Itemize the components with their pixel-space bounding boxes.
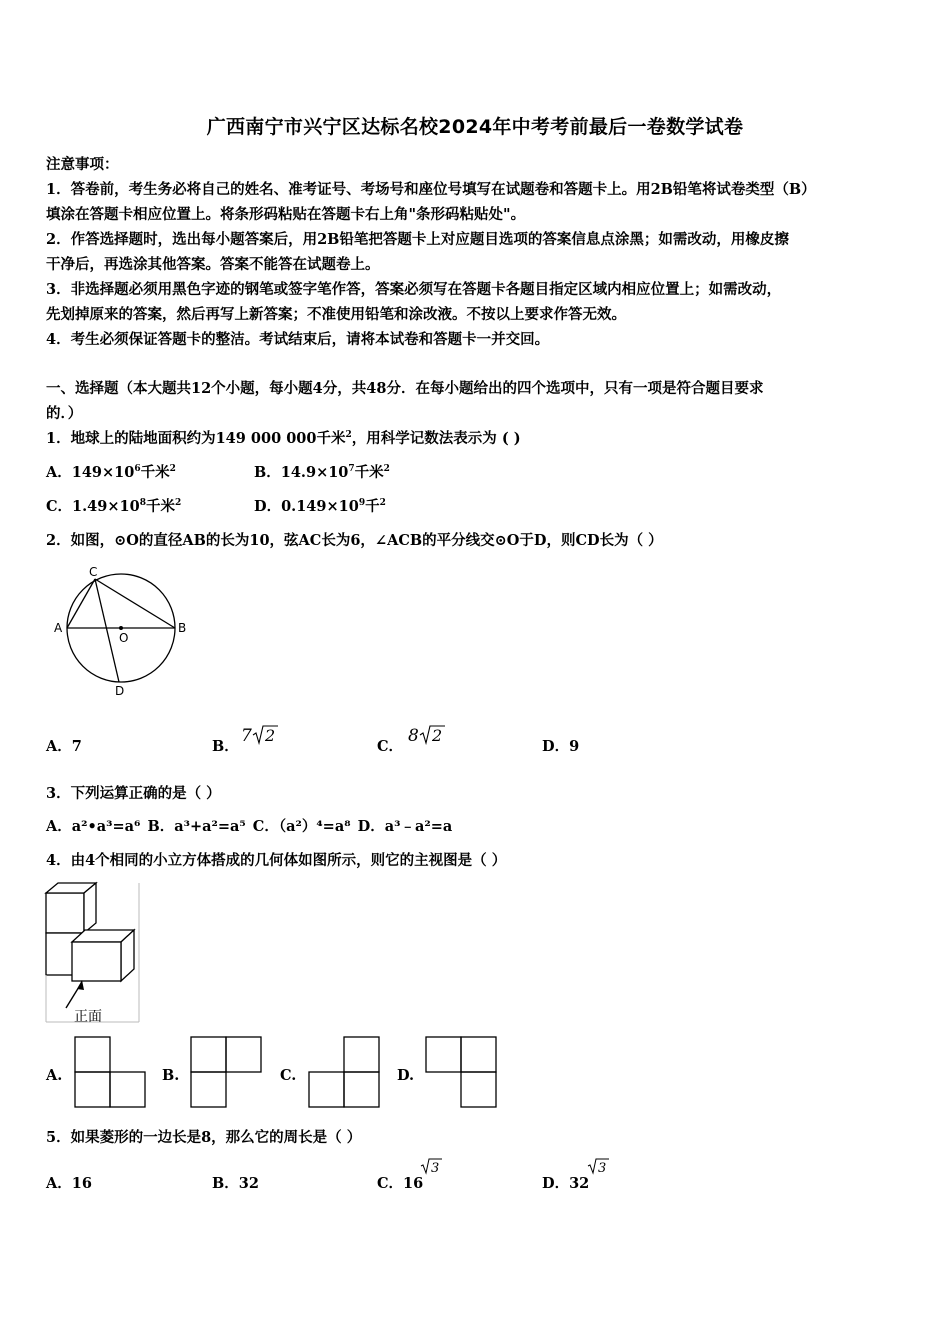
coef-c: 8 — [408, 726, 419, 746]
center-o-point — [119, 626, 123, 630]
chord-cb — [95, 579, 175, 628]
notice-line: 先划掉原来的答案，然后再写上新答案；不准使用铅笔和涂改液。不按以上要求作答无效。 — [46, 306, 626, 323]
label-c: C — [89, 565, 98, 579]
notice-line: 干净后，再选涂其他答案。答案不能答在试题卷上。 — [46, 256, 380, 273]
coef-b: 7 — [241, 726, 252, 746]
q4-option-c-view — [308, 1036, 380, 1108]
q4-option-a-view — [74, 1036, 146, 1108]
page-title: 广西南宁市兴宁区达标名校2024年中考考前最后一卷数学试卷 — [206, 116, 744, 138]
q4-option-c-label: C. — [280, 1067, 297, 1084]
section-heading: 一、选择题（本大题共12个小题，每小题4分，共48分．在每小题给出的四个选项中，只有一项是符合题目要求 — [46, 380, 764, 397]
label-d: D — [115, 684, 125, 698]
notice-line: 1．答卷前，考生务必将自己的姓名、准考证号、考场号和座位号填写在试题卷和答题卡上。用2B铅笔将试卷类型（B） — [46, 181, 816, 198]
q5-option-c-sqrt — [420, 1157, 446, 1177]
notice-line: 4．考生必须保证答题卡的整洁。考试结束后，请将本试卷和答题卡一并交回。 — [46, 331, 550, 348]
q1-option-b: B．$14.9\times 10^7$千米$^2$ — [254, 464, 390, 481]
label-a: A — [54, 621, 63, 635]
chord-ac — [67, 579, 95, 628]
q5-option-c: C．16 — [377, 1175, 424, 1192]
q1-option-d: D．$0.149\times 10^9$千$^2$ — [254, 498, 386, 515]
q2-option-c-math — [407, 722, 447, 748]
q3-options: A．a²•a³=a⁶ B．a³+a²=a⁵ C．（a²）⁴=a⁸ D．a³﹣a²=a — [46, 818, 453, 835]
label-b: B — [178, 621, 187, 635]
q2-option-b: B． — [212, 738, 239, 755]
question-5-stem: 5．如果菱形的一边长是8，那么它的周长是（ ） — [46, 1129, 362, 1146]
q4-option-d-label: D. — [397, 1067, 415, 1084]
chord-cd — [95, 579, 119, 682]
cube-figure — [44, 880, 144, 1028]
radicand-c: 2 — [432, 726, 443, 745]
label-o: O — [119, 631, 129, 645]
notice-line: 2．作答选择题时，选出每小题答案后，用2B铅笔把答题卡上对应题目选项的答案信息点涂黑；如需改动，用橡皮擦 — [46, 231, 789, 248]
q2-option-d: D．9 — [542, 738, 580, 755]
q1-option-c: C．$1.49\times 10^8$千米$^2$ — [46, 498, 182, 515]
q4-option-b-label: B. — [162, 1067, 180, 1084]
notice-line: 3．非选择题必须用黑色字迹的钢笔或签字笔作答，答案必须写在答题卡各题目指定区域内相应位置上；如需改动， — [46, 281, 782, 298]
notice-heading: 注意事项： — [46, 156, 119, 173]
q2-option-b-math — [240, 722, 280, 748]
q4-option-d-view — [425, 1036, 497, 1108]
question-1-stem: 1．地球上的陆地面积约为149 000 000千米$^2$，用科学记数法表示为 ( ) — [46, 430, 521, 447]
front-label: 正面 — [74, 1009, 102, 1025]
q1-option-a: A．$149\times 10^6$千米$^2$ — [46, 464, 176, 481]
q2-option-c: C． — [377, 738, 404, 755]
q4-option-a-label: A. — [46, 1067, 63, 1084]
q4-option-b-view — [190, 1036, 262, 1108]
notice-line: 填涂在答题卡相应位置上。将条形码粘贴在答题卡右上角"条形码粘贴处"。 — [46, 206, 526, 223]
q5-option-d-sqrt — [587, 1157, 613, 1177]
q5-option-b: B．32 — [212, 1175, 259, 1192]
question-3-stem: 3．下列运算正确的是（ ） — [46, 785, 221, 802]
radicand-d5: 3 — [598, 1161, 607, 1176]
q5-option-a: A．16 — [46, 1175, 92, 1192]
radicand-b: 2 — [265, 726, 276, 745]
radicand-c5: 3 — [431, 1161, 440, 1176]
question-2-stem: 2．如图，⊙O的直径AB的长为10，弦AC长为6，∠ACB的平分线交⊙O于D，则CD长为（ ） — [46, 532, 663, 549]
section-heading-cont: 的．） — [46, 405, 83, 422]
question-4-stem: 4．由4个相同的小立方体搭成的几何体如图所示，则它的主视图是（ ） — [46, 852, 507, 869]
circle-figure — [45, 565, 205, 700]
q5-option-d: D．32 — [542, 1175, 590, 1192]
q2-option-a: A．7 — [46, 738, 82, 755]
